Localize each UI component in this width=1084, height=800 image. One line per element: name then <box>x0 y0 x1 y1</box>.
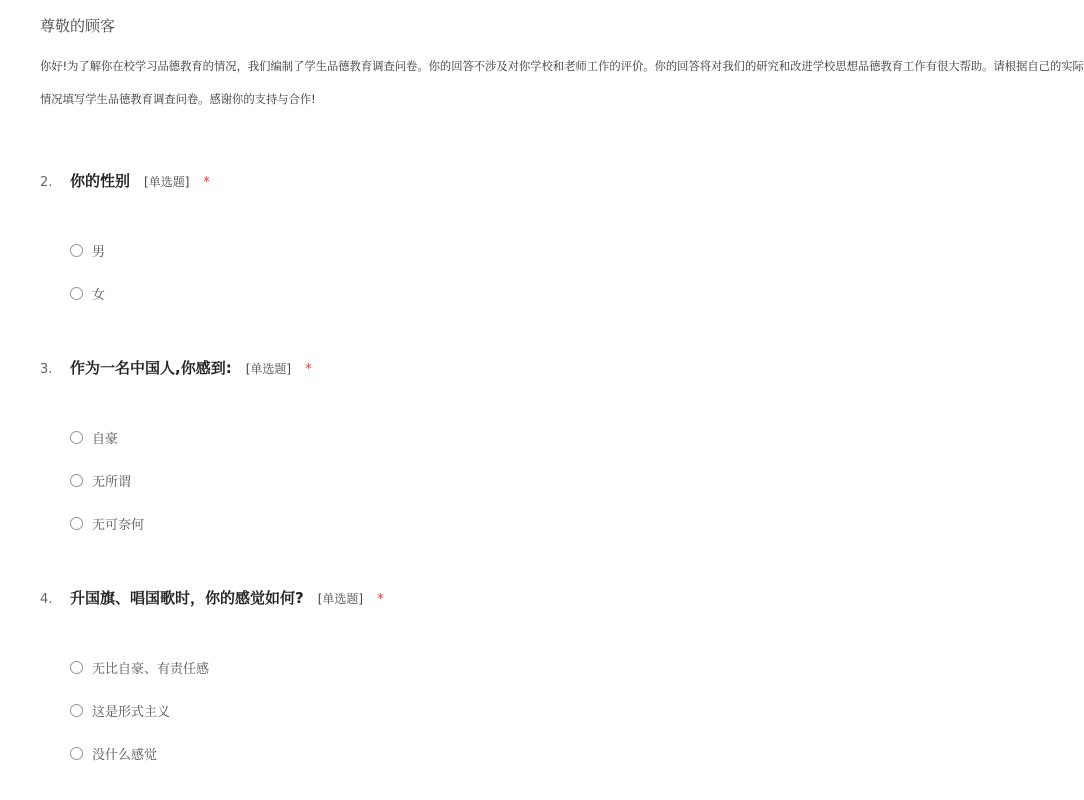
required-marker: * <box>305 362 312 377</box>
greeting-title: 尊敬的顾客 <box>40 17 116 35</box>
question-title: 作为一名中国人,你感到: <box>70 359 232 377</box>
intro-text-line-2: 情况填写学生品德教育调查问卷。感谢你的支持与合作! <box>40 93 316 106</box>
option-label: 没什么感觉 <box>92 747 158 763</box>
question-header <box>40 357 312 378</box>
intro-text-line-1: 你好!为了解你在校学习品德教育的情况，我们编制了学生品德教育调查问卷。你的回答不涉及对你学校和老师工作的评价。你的回答将对我们的研究和改进学校思想品德教育工作有很大帮助。请根据自己的实际 <box>40 60 1084 73</box>
option-label: 女 <box>92 287 106 303</box>
option-proud[interactable] <box>70 427 118 447</box>
option-label: 这是形式主义 <box>92 704 171 720</box>
question-type-label: [单选题] <box>144 175 190 189</box>
question-title: 你的性别 <box>70 172 131 190</box>
option-female[interactable] <box>70 283 105 303</box>
radio-button[interactable] <box>70 517 83 530</box>
option-label: 男 <box>92 244 106 260</box>
option-label: 无比自豪、有责任感 <box>92 661 210 677</box>
option-label: 无可奈何 <box>92 517 145 533</box>
option-helpless[interactable] <box>70 513 144 533</box>
option-formalism[interactable] <box>70 700 170 720</box>
option-label: 无所谓 <box>92 474 132 490</box>
radio-button[interactable] <box>70 747 83 760</box>
option-male[interactable] <box>70 240 105 260</box>
question-type-label: [单选题] <box>317 592 364 606</box>
required-marker: * <box>377 592 384 607</box>
radio-button[interactable] <box>70 431 83 444</box>
option-indifferent[interactable] <box>70 470 131 490</box>
radio-button[interactable] <box>70 704 83 717</box>
question-number: 3. <box>40 362 53 377</box>
radio-button[interactable] <box>70 244 83 257</box>
radio-button[interactable] <box>70 474 83 487</box>
required-marker: * <box>203 175 210 190</box>
question-number: 4. <box>40 592 53 607</box>
option-label: 自豪 <box>92 431 119 447</box>
question-header <box>40 170 210 191</box>
question-number: 2. <box>40 175 53 190</box>
question-type-label: [单选题] <box>245 362 292 376</box>
option-no-feeling[interactable] <box>70 743 157 763</box>
option-very-proud[interactable] <box>70 657 209 677</box>
radio-button[interactable] <box>70 661 83 674</box>
question-header <box>40 587 384 608</box>
radio-button[interactable] <box>70 287 83 300</box>
question-title: 升国旗、唱国歌时，你的感觉如何? <box>70 589 304 607</box>
